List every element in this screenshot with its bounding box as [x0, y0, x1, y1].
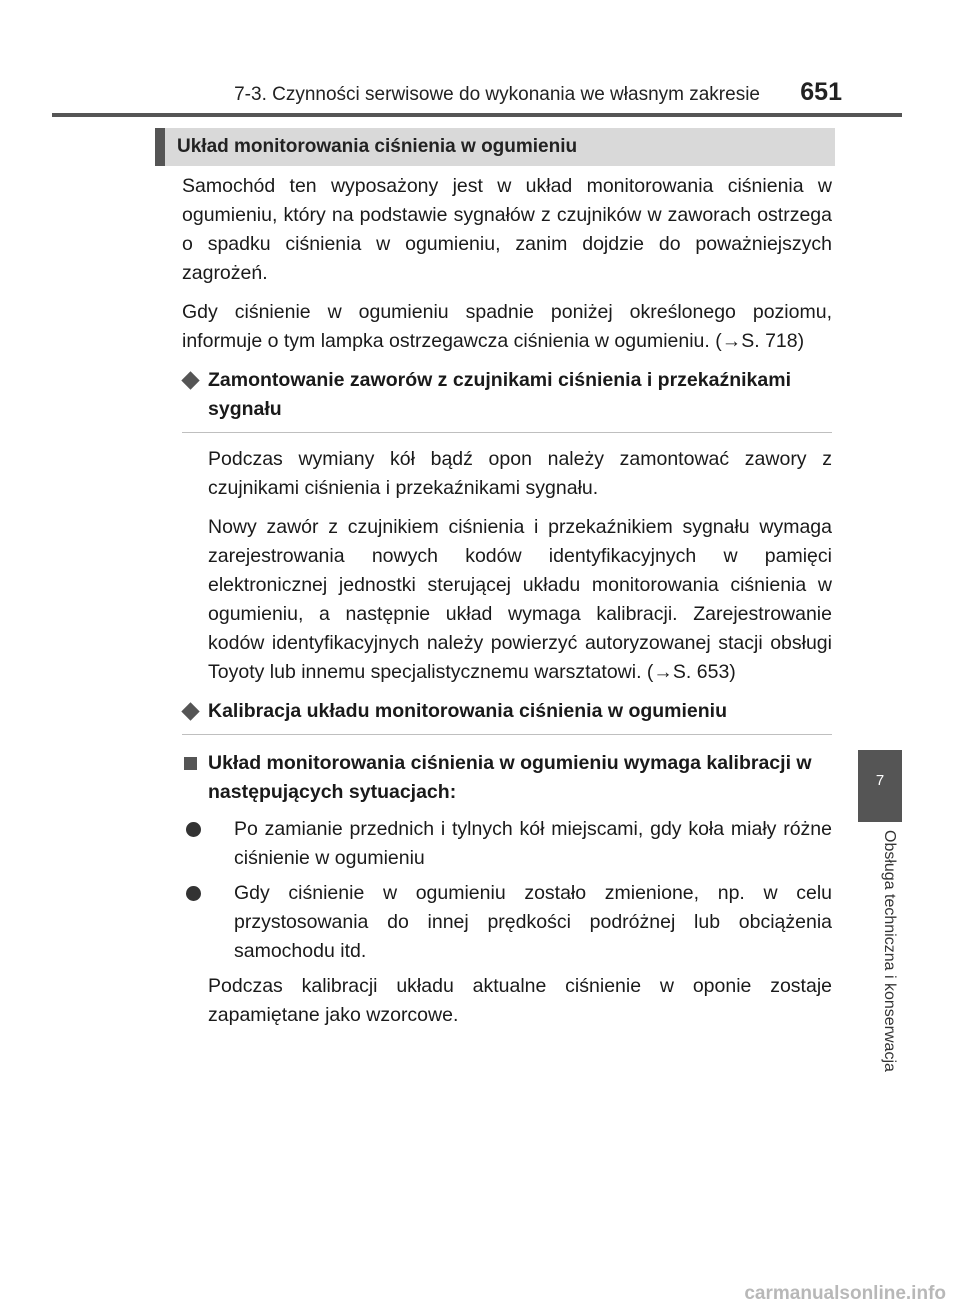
list-item-text: Po zamianie przednich i tylnych kół miejscami, gdy koła miały różne ciśnienie w ogumieniu	[234, 818, 832, 869]
watermark: carmanualsonline.info	[744, 1283, 946, 1304]
sensors-paragraph-1: Podczas wymiany kół bądź opon należy zamontować zawory z czujnikami ciśnienia i przekaźnikami sygnału.	[208, 448, 832, 499]
diamond-icon	[181, 371, 199, 389]
closing-block	[182, 972, 832, 1030]
header-title: 7-3. Czynności serwisowe do wykonania we własnym zakresie	[234, 84, 760, 105]
section-title: Układ monitorowania ciśnienia w ogumieniu	[177, 136, 578, 157]
sensors-paragraph-2: Nowy zawór z czujnikiem ciśnienia i przekaźnikiem sygnału wymaga zarejestrowania nowych kodów identyfikacyjnych w pamięci elektronicznej jednostki sterującej układu monitorowania ciśnienia w ogumieniu, a następnie układ wymaga kalibracji. Zarejestrowanie kodów identyfikacyjnych należy powierzyć autoryzowanej stacji obsługi Toyoty lub innemu specjalistycznemu warsztatowi. (→S. 653)	[208, 516, 832, 683]
list-item-text: Gdy ciśnienie w ogumieniu zostało zmienione, np. w celu przystosowania do innej prędkości podróżnej lub obciążenia samochodu itd.	[234, 882, 832, 962]
bullet-dot-icon	[186, 822, 201, 837]
subsection-title-sensors: Zamontowanie zaworów z czujnikami ciśnienia i przekaźnikami sygnału	[208, 369, 791, 420]
page-number: 651	[800, 78, 842, 106]
intro-paragraph-1: Samochód ten wyposażony jest w układ monitorowania ciśnienia w ogumieniu, który na podstawie sygnałów z czujników w zaworach ostrzega o spadku ciśnienia w ogumieniu, zanim dojdzie do poważniejszych zagrożeń.	[182, 175, 832, 284]
subsection-rule	[182, 432, 832, 433]
intro-paragraph-2: Gdy ciśnienie w ogumieniu spadnie poniżej określonego poziomu, informuje o tym lampka ostrzegawcza ciśnienia w ogumieniu. (→S. 718)	[182, 301, 832, 352]
square-bullet-icon	[184, 757, 197, 770]
subsection-heading-sensors	[182, 366, 832, 424]
list-item	[186, 815, 832, 873]
chapter-number: 7	[875, 772, 885, 789]
closing-paragraph: Podczas kalibracji układu aktualne ciśnienie w oponie zostaje zapamiętane jako wzorcowe.	[208, 975, 832, 1026]
subsection-rule	[182, 734, 832, 735]
subsection-body-sensors	[182, 445, 832, 687]
list-heading	[182, 749, 832, 807]
list-item	[186, 879, 832, 966]
subsection-title-calibration: Kalibracja układu monitorowania ciśnienia w ogumieniu	[208, 700, 728, 722]
section-heading-bar	[155, 128, 835, 166]
chapter-tab	[858, 750, 902, 822]
header-rule	[52, 113, 902, 117]
bullet-dot-icon	[186, 886, 201, 901]
page-content	[182, 172, 832, 1040]
subsection-heading-calibration	[182, 697, 832, 726]
page-header	[0, 72, 960, 112]
chapter-title-vertical: Obsługa techniczna i konserwacja	[881, 830, 898, 1072]
list-heading-text: Układ monitorowania ciśnienia w ogumieniu wymaga kalibracji w następujących sytuacjach:	[208, 752, 812, 803]
diamond-icon	[181, 702, 199, 720]
